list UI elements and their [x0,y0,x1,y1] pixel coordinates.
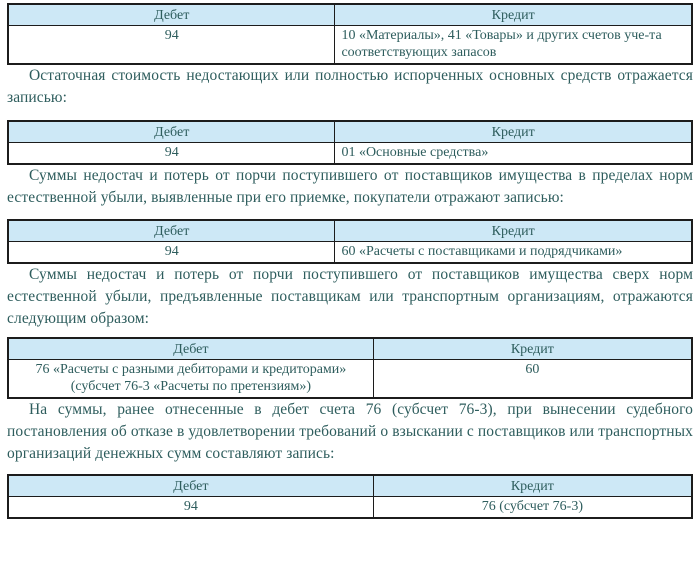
table-row [8,143,692,165]
debit-header: Дебет [8,338,373,360]
debit-account-cell: 94 [8,143,335,165]
debit-account-cell: 94 [8,242,335,264]
table-header-row [8,121,692,143]
journal-entry-table-2 [7,120,693,165]
credit-header: Кредит [335,4,692,26]
credit-account-cell: 76 (субсчет 76-3) [373,497,692,519]
journal-entry-table-1 [7,3,693,65]
debit-header: Дебет [8,4,335,26]
paragraph-court-refusal: На суммы, ранее отнесенные в дебет счета 76 (субсчет 76-3), при вынесении судебного постановления об отказе в удовлетворении требований о взыскании с поставщиков или транспортных организаций денежных сумм составляют запись: [7,401,693,462]
credit-account-cell: 60 «Расчеты с поставщиками и подрядчиками» [335,242,692,264]
debit-header: Дебет [8,121,335,143]
paragraph-residual-value: Остаточная стоимость недостающих или полностью испорченных основных средств отражается записью: [7,67,693,106]
table-header-row [8,220,692,242]
credit-account-cell: 01 «Основные средства» [335,143,692,165]
table-header-row [8,338,692,360]
table-row [8,242,692,264]
journal-entry-table-5 [7,474,693,519]
table-row [8,497,692,519]
debit-header: Дебет [8,220,335,242]
debit-account-cell: 94 [8,497,373,519]
paragraph-shortage-within-norms: Суммы недостач и потерь от порчи поступившего от поставщиков имущества в пределах норм естественной убыли, выявленные при его приемке, покупатели отражают записью: [7,167,693,206]
table-header-row [8,4,692,26]
paragraph-shortage-above-norms: Суммы недостач и потерь от порчи поступившего от поставщиков имущества сверх норм естественной убыли, предъявленные поставщикам или транспортным организациям, отражаются следующим образом: [7,266,693,327]
debit-account-cell: 94 [8,26,335,65]
debit-account-cell: 76 «Расчеты с разными дебиторами и кредиторами» (субсчет 76-3 «Расчеты по претензиям») [8,360,373,399]
table-row [8,26,692,65]
credit-header: Кредит [373,475,692,497]
journal-entry-table-3 [7,219,693,264]
table-header-row [8,475,692,497]
table-row [8,360,692,399]
credit-account-cell: 10 «Материалы», 41 «Товары» и других счетов уче-та соответствующих запасов [335,26,692,65]
credit-header: Кредит [335,220,692,242]
debit-header: Дебет [8,475,373,497]
credit-header: Кредит [373,338,692,360]
credit-header: Кредит [335,121,692,143]
credit-account-cell: 60 [373,360,692,399]
journal-entry-table-4 [7,337,693,399]
